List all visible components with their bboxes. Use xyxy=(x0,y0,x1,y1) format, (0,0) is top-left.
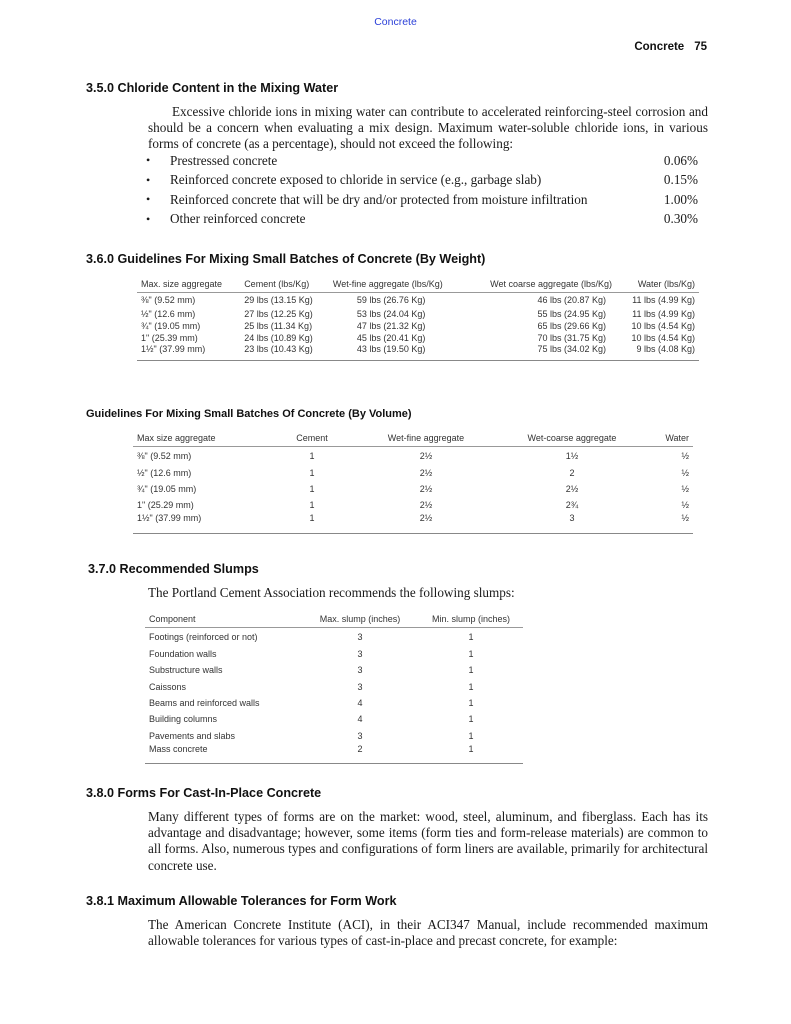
weight-batch-table xyxy=(137,277,699,361)
table-cell: 2½ xyxy=(565,484,579,494)
table-row xyxy=(133,513,693,533)
table-cell: 25 lbs (11.34 Kg) xyxy=(244,321,313,331)
table-cell: 1 xyxy=(468,743,474,754)
column-header: Min. slump (inches) xyxy=(431,614,511,625)
table-cell: 2½ xyxy=(419,500,433,510)
table-cell: 1 xyxy=(309,484,315,494)
table-cell: 2½ xyxy=(419,468,433,478)
table-row xyxy=(145,662,523,678)
slumps-table xyxy=(145,612,523,764)
list-item: • Reinforced concrete that will be dry and/or protected from moisture infiltration 1.00% xyxy=(146,191,698,207)
table-row xyxy=(137,320,699,332)
column-header: Wet coarse aggregate (lbs/Kg) xyxy=(490,279,613,290)
running-header-link[interactable]: Concrete xyxy=(374,16,417,28)
table-header-row xyxy=(133,431,693,446)
column-header: Wet-fine aggregate xyxy=(387,433,465,444)
page-header xyxy=(634,41,707,53)
table-header-row xyxy=(137,277,699,292)
table-cell: Foundation walls xyxy=(149,649,217,660)
table-cell: 1" (25.39 mm) xyxy=(141,333,198,343)
table-cell: 1 xyxy=(468,665,474,676)
table-cell: 2½ xyxy=(419,484,433,494)
table-cell: ½ xyxy=(681,484,689,494)
column-header: Wet-fine aggregate (lbs/Kg) xyxy=(332,279,443,290)
table-row xyxy=(145,679,523,695)
table-cell: ⅜" (9.52 mm) xyxy=(141,295,196,306)
list-item: • Prestressed concrete 0.06% xyxy=(146,152,698,168)
table-cell: 23 lbs (10.43 Kg) xyxy=(244,344,313,354)
table-cell: Caissons xyxy=(149,681,187,692)
table-cell: 53 lbs (24.04 Kg) xyxy=(356,309,426,319)
table-cell: 4 xyxy=(357,698,363,709)
table-row xyxy=(133,465,693,481)
table-cell: 29 lbs (13.15 Kg) xyxy=(244,295,313,306)
table-cell: 10 lbs (4.54 Kg) xyxy=(631,321,695,331)
table-cell: ⅜" (9.52 mm) xyxy=(137,450,192,461)
table-cell: ½ xyxy=(681,450,689,461)
column-header: Water (lbs/Kg) xyxy=(637,279,695,290)
table-row xyxy=(133,481,693,497)
table-cell: ¾" (19.05 mm) xyxy=(141,321,201,331)
section-heading-chloride: 3.5.0 Chloride Content in the Mixing Water xyxy=(86,81,339,95)
table-cell: Substructure walls xyxy=(149,665,223,676)
table-cell: Mass concrete xyxy=(149,743,208,754)
list-item: • Reinforced concrete exposed to chloride in service (e.g., garbage slab) 0.15% xyxy=(146,172,698,188)
table-row xyxy=(145,727,523,743)
table-cell: 55 lbs (24.95 Kg) xyxy=(537,309,607,319)
table-cell: 1 xyxy=(468,698,474,709)
column-header: Max. slump (inches) xyxy=(319,614,401,625)
slumps-paragraph: The Portland Cement Association recommends the following slumps: xyxy=(148,585,515,600)
column-header: Water xyxy=(665,433,689,444)
table-cell: 1" (25.29 mm) xyxy=(137,500,194,510)
column-header: Cement (lbs/Kg) xyxy=(244,279,310,290)
table-cell: 3 xyxy=(357,665,363,676)
table-cell: 2 xyxy=(357,743,363,754)
column-header: Component xyxy=(149,614,196,625)
table-cell: 65 lbs (29.66 Kg) xyxy=(537,321,607,331)
section-heading-slumps: 3.7.0 Recommended Slumps xyxy=(88,562,259,576)
section-heading-weight: 3.6.0 Guidelines For Mixing Small Batches of Concrete (By Weight) xyxy=(86,252,486,266)
tolerances-paragraph: The American Concrete Institute (ACI), in their ACI347 Manual, include recommended maximum allowable tolerances for various types of cast-in-place and precast concrete, for example: xyxy=(148,917,708,949)
column-header: Max. size aggregate xyxy=(141,279,223,290)
table-row xyxy=(145,711,523,727)
table-cell: ½" (12.6 mm) xyxy=(137,468,192,478)
table-cell: 3 xyxy=(357,649,363,660)
table-cell: 1 xyxy=(309,513,315,523)
table-cell: 4 xyxy=(357,714,363,725)
table-cell: 11 lbs (4.99 Kg) xyxy=(632,309,695,319)
table-cell: 2¾ xyxy=(565,500,579,510)
table-cell: 1 xyxy=(468,681,474,692)
forms-paragraph: Many different types of forms are on the market: wood, steel, aluminum, and fiberglass. Each has its advantage and disadvantage; however, some items (form ties and form-release materials) are common to all forms. Also, numerous types and configurations of form liners are available, primarily for architectural concrete use. xyxy=(148,809,708,873)
table-row xyxy=(137,308,699,320)
section-heading-tolerances: 3.8.1 Maximum Allowable Tolerances for Form Work xyxy=(86,894,397,908)
table-row xyxy=(145,744,523,764)
column-header: Wet-coarse aggregate xyxy=(527,433,617,444)
table-cell: 3 xyxy=(357,681,363,692)
table-cell: 2½ xyxy=(419,450,433,461)
table-cell: 45 lbs (20.41 Kg) xyxy=(356,333,426,343)
table-row xyxy=(137,344,699,360)
table-cell: 3 xyxy=(569,513,575,523)
chloride-paragraph: Excessive chloride ions in mixing water can contribute to accelerated reinforcing-steel corrosion and should be a concern when evaluating a mix design. Maximum water-soluble chloride ions, in various forms of concrete (as a percentage), should not exceed the following: xyxy=(148,104,708,152)
table-cell: Footings (reinforced or not) xyxy=(149,631,258,642)
table-cell: 3 xyxy=(357,730,363,741)
table-cell: 1 xyxy=(468,730,474,741)
table-cell: 70 lbs (31.75 Kg) xyxy=(537,333,607,343)
column-header: Max size aggregate xyxy=(137,433,216,444)
table-cell: 3 xyxy=(357,631,363,642)
section-heading-forms: 3.8.0 Forms For Cast-In-Place Concrete xyxy=(86,786,322,800)
table-cell: 2 xyxy=(569,468,575,478)
list-item: • Other reinforced concrete 0.30% xyxy=(146,211,698,227)
table-cell: 1 xyxy=(468,631,474,642)
table-cell: 10 lbs (4.54 Kg) xyxy=(631,333,695,343)
table-cell: ½ xyxy=(681,500,689,510)
table-row xyxy=(133,446,693,465)
page-number: 75 xyxy=(694,41,707,53)
table-row xyxy=(137,332,699,344)
table-cell: ½" (12.6 mm) xyxy=(141,309,196,319)
table-cell: 1 xyxy=(309,450,315,461)
table-cell: 1 xyxy=(468,649,474,660)
table-cell: 1 xyxy=(468,714,474,725)
table-row xyxy=(145,646,523,662)
table-cell: Building columns xyxy=(149,714,218,725)
table-cell: 59 lbs (26.76 Kg) xyxy=(356,295,426,306)
table-cell: 1 xyxy=(309,468,315,478)
table-cell: 43 lbs (19.50 Kg) xyxy=(356,344,426,354)
table-cell: 27 lbs (12.25 Kg) xyxy=(244,309,313,319)
volume-batch-table xyxy=(133,431,693,534)
table-cell: 24 lbs (10.89 Kg) xyxy=(244,333,313,343)
table-cell: ½ xyxy=(681,468,689,478)
table-cell: Beams and reinforced walls xyxy=(149,698,260,709)
table-cell: Pavements and slabs xyxy=(149,730,236,741)
chloride-limits-list xyxy=(146,151,698,229)
table-cell: 1½ xyxy=(565,450,579,461)
section-heading-volume: Guidelines For Mixing Small Batches Of Concrete (By Volume) xyxy=(86,408,412,420)
chapter-title: Concrete xyxy=(634,41,685,53)
column-header: Cement xyxy=(296,433,328,444)
table-cell: 11 lbs (4.99 Kg) xyxy=(632,295,695,306)
table-cell: 75 lbs (34.02 Kg) xyxy=(537,344,607,354)
table-cell: ½ xyxy=(681,513,689,523)
table-cell: 47 lbs (21.32 Kg) xyxy=(356,321,426,331)
table-row xyxy=(145,695,523,711)
table-cell: 46 lbs (20.87 Kg) xyxy=(537,295,607,306)
table-row xyxy=(137,292,699,308)
table-cell: 9 lbs (4.08 Kg) xyxy=(636,344,695,354)
table-cell: ¾" (19.05 mm) xyxy=(137,484,197,494)
table-header-row xyxy=(145,612,523,627)
table-cell: 2½ xyxy=(419,513,433,523)
table-cell: 1½" (37.99 mm) xyxy=(137,513,202,523)
table-cell: 1½" (37.99 mm) xyxy=(141,344,206,354)
table-row xyxy=(133,497,693,513)
table-row xyxy=(145,627,523,646)
table-cell: 1 xyxy=(309,500,315,510)
